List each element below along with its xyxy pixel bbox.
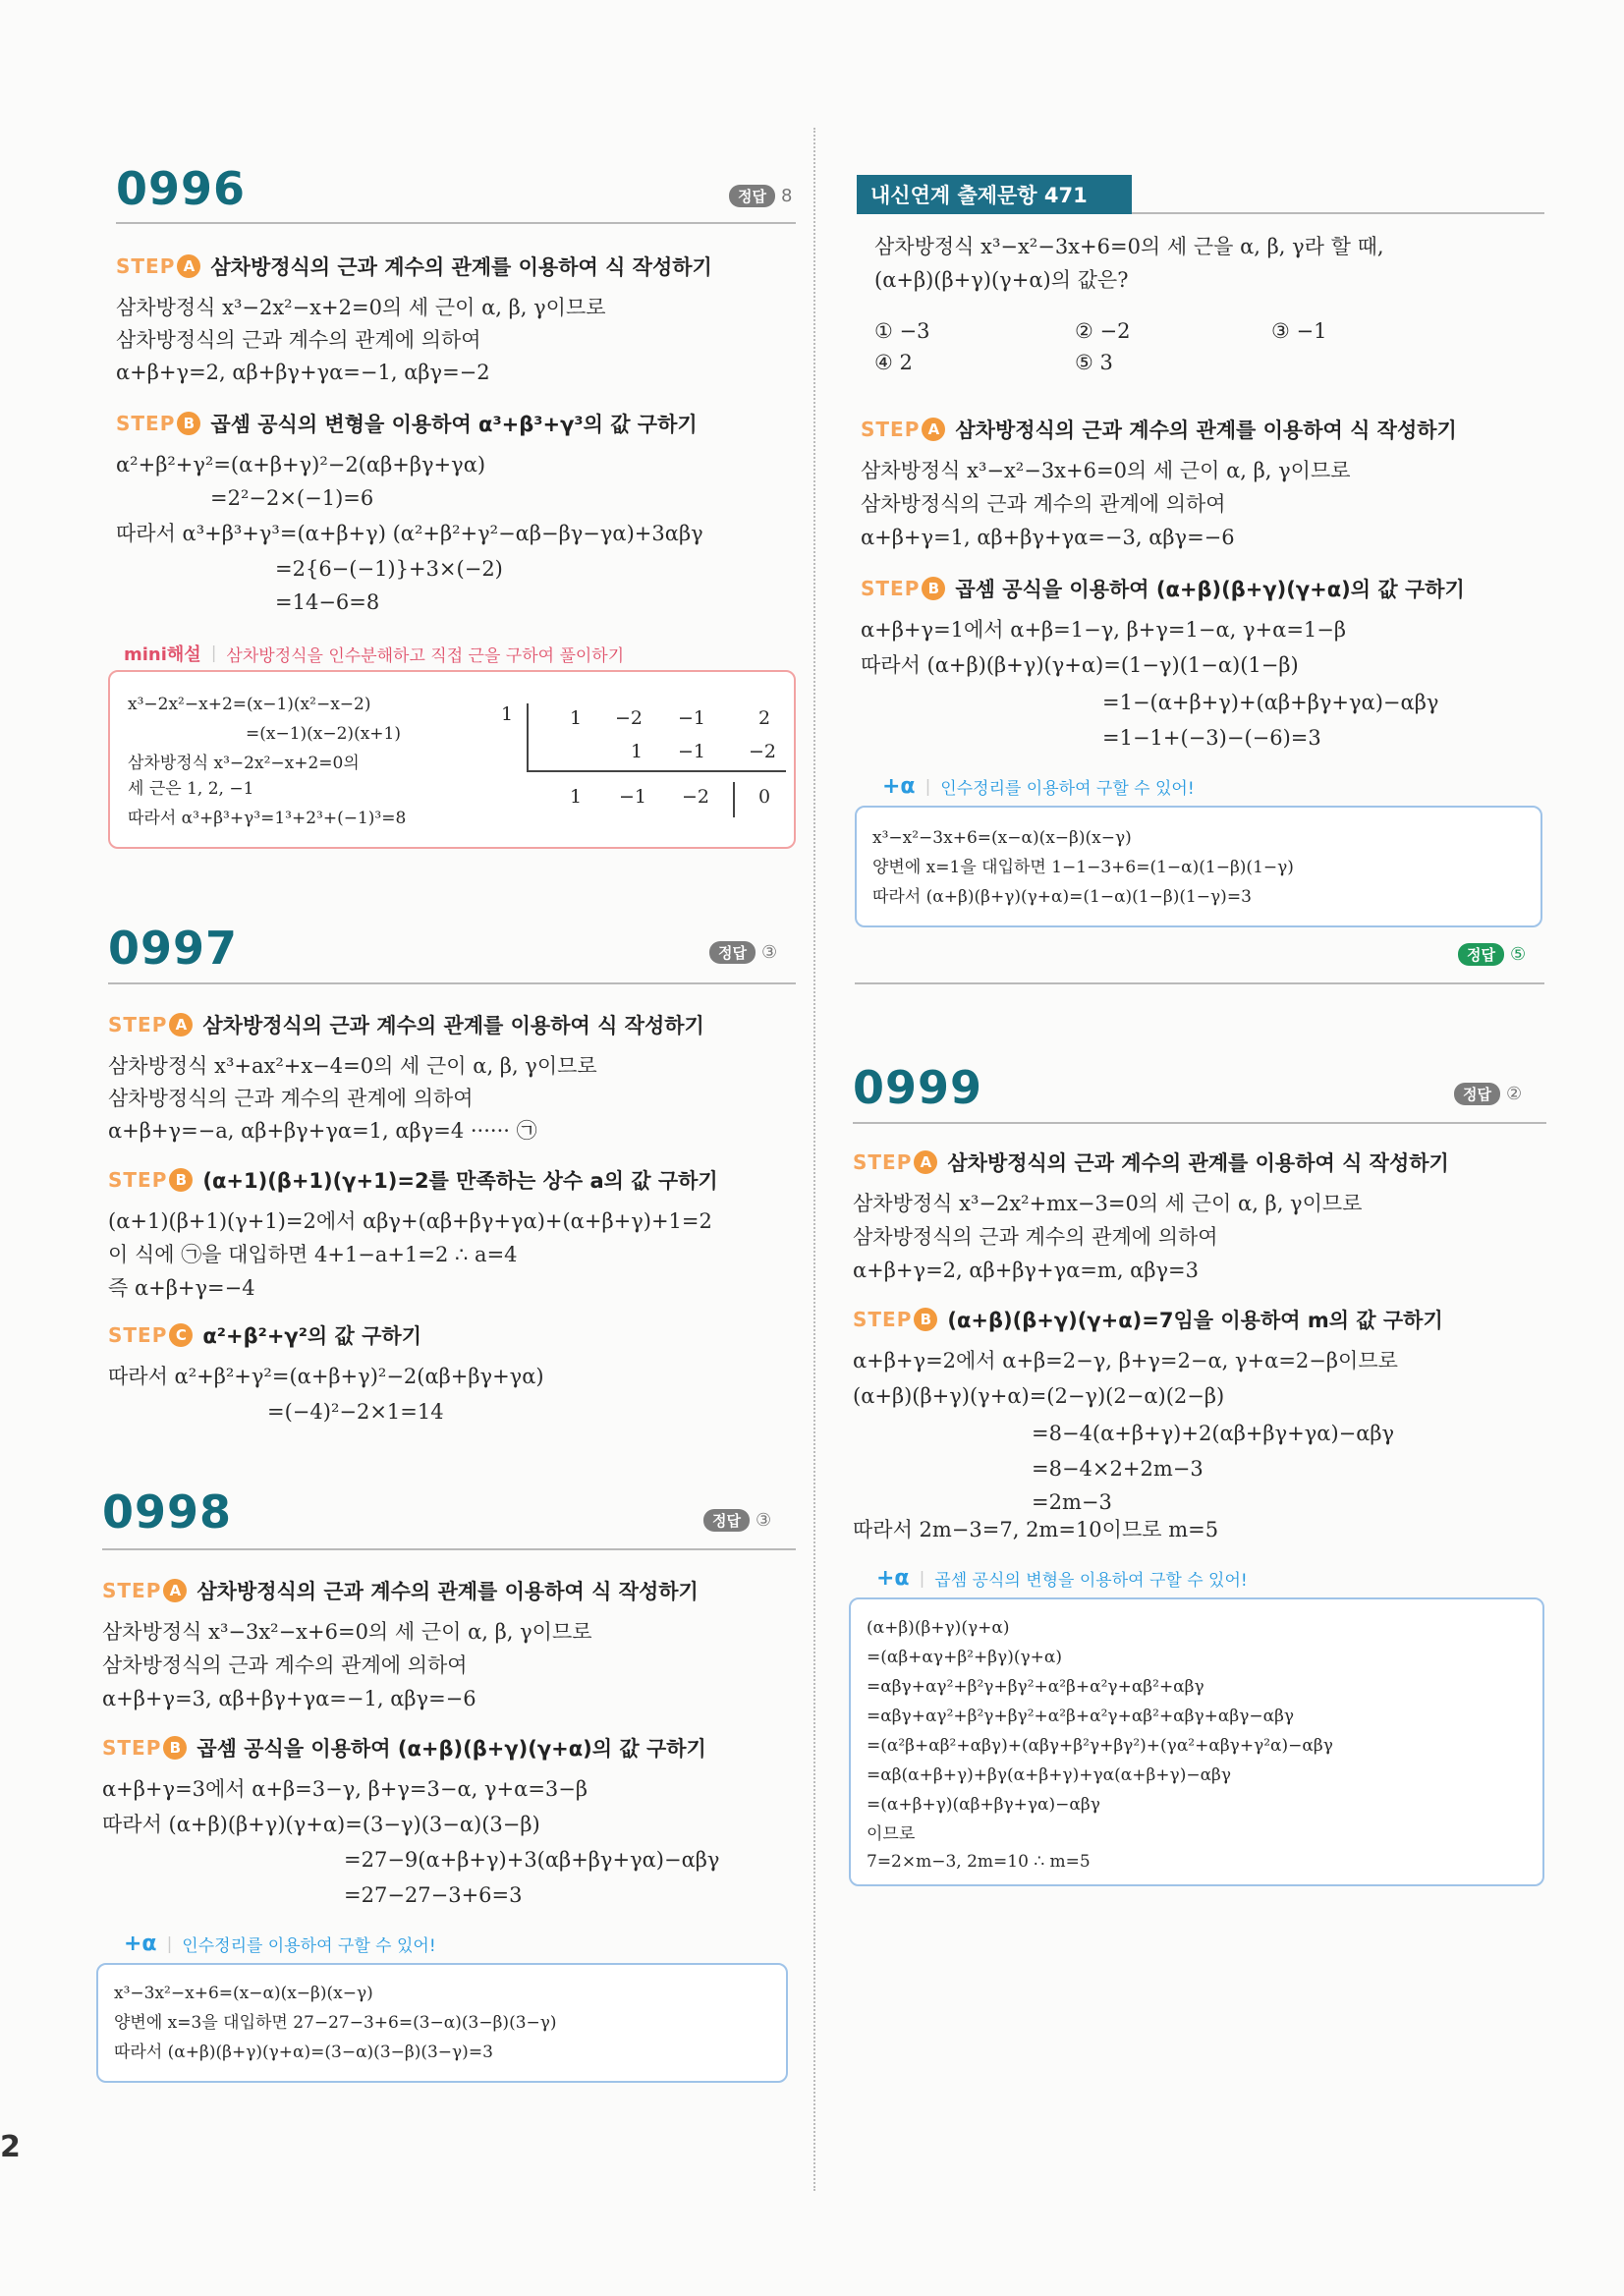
text-line: (α+β)(β+γ)(γ+α) [867,1618,1010,1638]
mini-solution-header [124,641,624,666]
text-line: 삼차방정식 x³−x²−3x+6=0의 세 근이 α, β, γ이므로 [861,459,1351,482]
text-line: 삼차방정식 x³−2x²+mx−3=0의 세 근이 α, β, γ이므로 [853,1192,1363,1215]
text-line: 삼차방정식 x³−3x²−x+6=0의 세 근이 α, β, γ이므로 [102,1620,592,1644]
plus-alpha-header [882,774,1195,799]
divider [853,1122,1546,1124]
synth-bar [527,703,529,770]
answer-tag: 정답 [709,941,756,964]
text-line: 삼차방정식의 근과 계수의 관계에 의하여 [853,1225,1218,1249]
step-title: 삼차방정식의 근과 계수의 관계를 이용하여 식 작성하기 [210,255,712,279]
text-line: =27−9(α+β+γ)+3(αβ+βγ+γα)−αβγ [344,1848,720,1872]
text-line: =2{6−(−1)}+3×(−2) [275,557,503,581]
answer-0996 [729,185,792,207]
step-c-0997 [108,1320,421,1350]
page-number: 2 [0,2130,21,2164]
text-line: =1−1+(−3)−(−6)=3 [1102,726,1321,750]
separator: | [919,1568,925,1589]
box-title: 곱셈 공식의 변형을 이용하여 구할 수 있어! [934,1571,1248,1591]
text-line: 즉 α+β+γ=−4 [108,1276,255,1300]
step-label: STEP [108,1168,168,1192]
choice: ② −2 [1075,319,1131,343]
text-line: α+β+γ=2, αβ+βγ+γα=m, αβγ=3 [853,1259,1199,1282]
divider [1132,212,1544,214]
answer-0997 [709,941,777,964]
answer-value: ⑤ [1509,944,1527,965]
synth-cell: −1 [619,786,647,808]
synth-cell: −2 [749,741,777,762]
text-line: α+β+γ=3에서 α+β=3−γ, β+γ=3−α, γ+α=3−β [102,1777,588,1801]
step-title: 삼차방정식의 근과 계수의 관계를 이용하여 식 작성하기 [202,1014,704,1037]
step-title: 곱셈 공식을 이용하여 (α+β)(β+γ)(γ+α)의 값 구하기 [196,1737,706,1761]
step-b-0996 [116,409,698,438]
step-b-0999 [853,1305,1443,1334]
answer-value: ② [1505,1084,1523,1104]
text-line: x³−3x²−x+6=(x−α)(x−β)(x−γ) [114,1984,373,2003]
text-line: =8−4(α+β+γ)+2(αβ+βγ+γα)−αβγ [1032,1422,1395,1445]
mini-title: 삼차방정식을 인수분해하고 직접 근을 구하여 풀이하기 [226,645,625,666]
problem-number-0996: 0996 [116,162,247,215]
synth-cell: −1 [678,707,706,729]
text-line: =(α²β+αβ²+αβγ)+(αβγ+β²γ+βγ²)+(γα²+αβγ+γ²α)−αβγ [867,1736,1333,1756]
step-badge: B [922,577,945,600]
step-badge: A [914,1150,937,1174]
text-line: 따라서 (α+β)(β+γ)(γ+α)=(1−γ)(1−α)(1−β) [861,653,1299,677]
answer-0998 [703,1509,771,1532]
step-label: STEP [116,254,176,278]
text-line: α+β+γ=3, αβ+βγ+γα=−1, αβγ=−6 [102,1687,476,1710]
divider [102,1548,796,1550]
step-title: α²+β²+γ²의 값 구하기 [202,1324,421,1348]
text-line: 양변에 x=3을 대입하면 27−27−3+6=(3−α)(3−β)(3−γ) [114,2013,557,2033]
step-title: (α+1)(β+1)(γ+1)=2를 만족하는 상수 a의 값 구하기 [202,1169,718,1193]
synth-cell: 1 [501,703,514,725]
box-title: 인수정리를 이용하여 구할 수 있어! [940,779,1195,799]
answer-value: ③ [760,942,778,963]
divider [116,222,796,224]
synth-cell: 2 [758,707,771,729]
step-title: 삼차방정식의 근과 계수의 관계를 이용하여 식 작성하기 [955,419,1457,442]
step-label: STEP [108,1013,168,1036]
step-title: (α+β)(β+γ)(γ+α)=7임을 이용하여 m의 값 구하기 [947,1309,1443,1332]
step-label: STEP [102,1579,162,1602]
text-line: (α+β)(β+γ)(γ+α)=(2−γ)(2−α)(2−β) [853,1384,1225,1408]
text-line: x³−x²−3x+6=(x−α)(x−β)(x−γ) [872,828,1132,848]
step-badge: B [169,1168,193,1192]
synthetic-division [501,703,786,821]
text-line: 따라서 2m−3=7, 2m=10이므로 m=5 [853,1518,1219,1541]
text-line: =αβ(α+β+γ)+βγ(α+β+γ)+γα(α+β+γ)−αβγ [867,1765,1232,1785]
synth-remainder-bar [733,782,735,817]
synth-line [527,770,786,772]
plus-alpha-header [876,1566,1248,1591]
step-badge: A [163,1579,187,1602]
step-title: 곱셈 공식을 이용하여 (α+β)(β+γ)(γ+α)의 값 구하기 [955,578,1465,601]
text-line: =(αβ+αγ+β²+βγ)(γ+α) [867,1648,1062,1667]
plus-alpha-header [124,1932,436,1956]
text-line: α+β+γ=2에서 α+β=2−γ, β+γ=2−α, γ+α=2−β이므로 [853,1349,1398,1372]
text-line: α+β+γ=1, αβ+βγ+γα=−3, αβγ=−6 [861,526,1235,549]
problem-number-0997: 0997 [108,922,239,975]
text-line: 세 근은 1, 2, −1 [128,779,254,799]
text-line: 따라서 (α+β)(β+γ)(γ+α)=(3−γ)(3−α)(3−β) [102,1813,540,1836]
text-line: 따라서 α²+β²+γ²=(α+β+γ)²−2(αβ+βγ+γα) [108,1365,544,1388]
text-line: 따라서 (α+β)(β+γ)(γ+α)=(3−α)(3−β)(3−γ)=3 [114,2043,493,2062]
step-badge: B [177,412,200,435]
text-line: =(−4)²−2×1=14 [267,1400,444,1424]
step-label: STEP [116,412,176,435]
step-title: 삼차방정식의 근과 계수의 관계를 이용하여 식 작성하기 [196,1580,699,1603]
text-line: =(α+β+γ)(αβ+βγ+γα)−αβγ [867,1795,1100,1815]
text-line: =2m−3 [1032,1490,1112,1514]
answer-tag: 정답 [1454,1083,1500,1105]
answer-value: 8 [780,186,793,206]
text-line: =(x−1)(x−2)(x+1) [246,724,401,744]
text-line: =αβγ+αγ²+β²γ+βγ²+α²β+α²γ+αβ²+αβγ+αβγ−αβγ [867,1707,1295,1726]
answer-471 [1458,943,1526,966]
text-line: 7=2×m−3, 2m=10 ∴ m=5 [867,1852,1091,1872]
step-b-0997 [108,1165,718,1195]
text-line: =14−6=8 [275,590,380,614]
problem-number-0999: 0999 [853,1061,983,1114]
answer-tag: 정답 [703,1509,750,1532]
text-line: α+β+γ=2, αβ+βγ+γα=−1, αβγ=−2 [116,361,490,384]
step-label: STEP [853,1308,913,1331]
text-line: 삼차방정식 x³−x²−3x+6=0의 세 근을 α, β, γ라 할 때, [874,235,1384,258]
separator: | [210,644,217,663]
step-badge: A [177,254,200,278]
step-a-471 [861,415,1457,444]
step-badge: A [169,1013,193,1036]
text-line: =αβγ+αγ²+β²γ+βγ²+α²β+α²γ+αβ²+αβγ [867,1677,1204,1697]
text-line: α²+β²+γ²=(α+β+γ)²−2(αβ+βγ+γα) [116,453,486,476]
step-badge: B [914,1308,937,1331]
text-line: 삼차방정식의 근과 계수의 관계에 의하여 [861,492,1226,516]
text-line: 삼차방정식 x³−2x²−x+2=0의 세 근이 α, β, γ이므로 [116,296,606,319]
step-a-0997 [108,1010,704,1039]
plus-alpha-icon: +α [876,1566,910,1591]
answer-0999 [1454,1083,1522,1105]
step-badge: A [922,418,945,441]
step-label: STEP [861,577,921,600]
text-line: α+β+γ=−a, αβ+βγ+γα=1, αβγ=4 ······ ㉠ [108,1119,537,1143]
separator: | [166,1933,173,1954]
text-line: α+β+γ=1에서 α+β=1−γ, β+γ=1−α, γ+α=1−β [861,618,1347,642]
synth-cell: 1 [570,707,583,729]
synth-cell: 0 [758,786,771,808]
step-label: STEP [108,1323,168,1347]
choice: ④ 2 [874,351,913,374]
answer-value: ③ [755,1510,772,1531]
text-line: =2²−2×(−1)=6 [210,486,374,510]
synth-cell: −2 [682,786,710,808]
step-title: 곱셈 공식의 변형을 이용하여 α³+β³+γ³의 값 구하기 [210,413,698,436]
text-line: 삼차방정식의 근과 계수의 관계에 의하여 [116,328,481,352]
choice: ③ −1 [1271,319,1327,343]
separator: | [924,776,931,797]
text-line: 따라서 α³+β³+γ³=1³+2³+(−1)³=8 [128,809,407,828]
step-title: 삼차방정식의 근과 계수의 관계를 이용하여 식 작성하기 [947,1151,1449,1175]
answer-tag: 정답 [1458,943,1504,966]
synth-cell: 1 [631,741,644,762]
text-line: 양변에 x=1을 대입하면 1−1−3+6=(1−α)(1−β)(1−γ) [872,858,1294,877]
problem-number-0998: 0998 [102,1485,233,1539]
text-line: =8−4×2+2m−3 [1032,1457,1204,1481]
text-line: 따라서 α³+β³+γ³=(α+β+γ) (α²+β²+γ²−αβ−βγ−γα)+3αβγ [116,522,703,545]
text-line: =27−27−3+6=3 [344,1883,523,1907]
text-line: 삼차방정식의 근과 계수의 관계에 의하여 [102,1653,468,1677]
step-badge: C [169,1323,193,1347]
text-line: =1−(α+β+γ)+(αβ+βγ+γα)−αβγ [1102,691,1439,714]
step-label: STEP [861,418,921,441]
step-a-0998 [102,1576,699,1605]
step-b-0998 [102,1733,706,1763]
step-badge: B [163,1736,187,1760]
box-title: 인수정리를 이용하여 구할 수 있어! [182,1936,436,1956]
naesin-banner: 내신연계 출제문항 471 [857,175,1132,214]
text-line: 삼차방정식 x³−2x²−x+2=0의 [128,754,360,773]
mini-label: mini해설 [124,644,201,665]
answer-tag: 정답 [729,185,775,207]
step-label: STEP [853,1150,913,1174]
text-line: 이 식에 ㉠을 대입하면 4+1−a+1=2 ∴ a=4 [108,1243,518,1266]
divider [855,982,1544,984]
step-a-0996 [116,252,712,281]
text-line: x³−2x²−x+2=(x−1)(x²−x−2) [128,695,371,714]
plus-alpha-icon: +α [882,774,916,799]
column-divider [813,128,815,2191]
text-line: (α+β)(β+γ)(γ+α)의 값은? [874,268,1129,292]
step-b-471 [861,574,1465,603]
text-line: 삼차방정식 x³+ax²+x−4=0의 세 근이 α, β, γ이므로 [108,1054,597,1078]
text-line: 이므로 [867,1824,916,1844]
synth-cell: 1 [570,786,583,808]
choice: ⑤ 3 [1075,351,1113,374]
step-a-0999 [853,1148,1449,1177]
text-line: 따라서 (α+β)(β+γ)(γ+α)=(1−α)(1−β)(1−γ)=3 [872,887,1252,907]
step-label: STEP [102,1736,162,1760]
divider [108,982,796,984]
text-line: 삼차방정식의 근과 계수의 관계에 의하여 [108,1087,474,1110]
choice: ① −3 [874,319,930,343]
plus-alpha-icon: +α [124,1932,157,1956]
synth-cell: −1 [678,741,706,762]
synth-cell: −2 [615,707,644,729]
text-line: (α+1)(β+1)(γ+1)=2에서 αβγ+(αβ+βγ+γα)+(α+β+γ)+1=2 [108,1209,712,1233]
